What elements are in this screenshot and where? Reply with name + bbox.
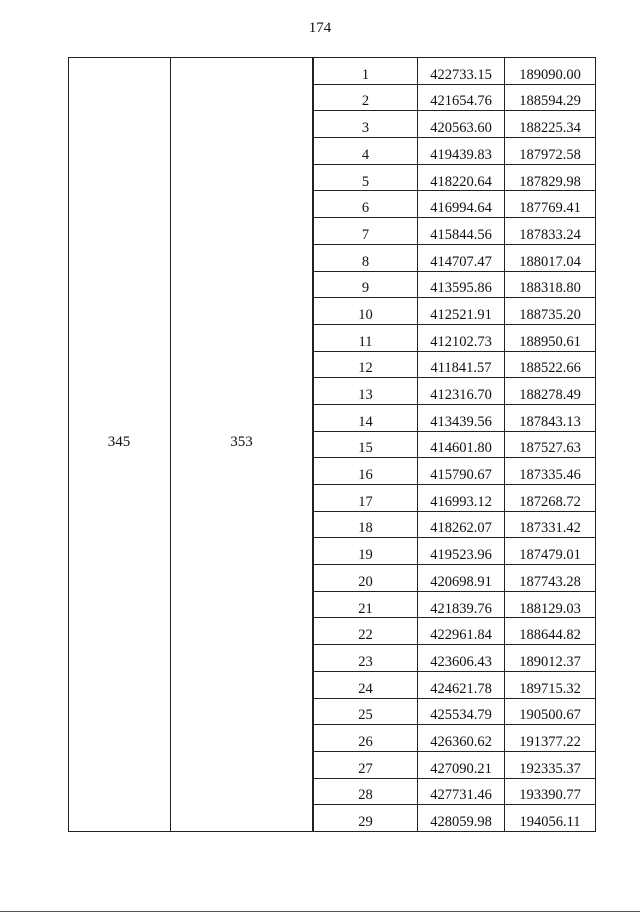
point-number-cell: 20: [314, 565, 418, 592]
point-number-cell: 10: [314, 298, 418, 325]
x-coordinate-cell: 419523.96: [418, 538, 505, 565]
y-coordinate-cell: 188950.61: [505, 324, 596, 351]
x-coordinate-cell: 412521.91: [418, 298, 505, 325]
y-coordinate-cell: 192335.37: [505, 751, 596, 778]
coordinates-table: [313, 57, 596, 832]
y-coordinate-cell: 187335.46: [505, 458, 596, 485]
y-coordinate-cell: 187833.24: [505, 218, 596, 245]
point-number-cell: 18: [314, 511, 418, 538]
y-coordinate-cell: 188522.66: [505, 351, 596, 378]
point-number-cell: 1: [314, 58, 418, 85]
y-coordinate-cell: 191377.22: [505, 725, 596, 752]
x-coordinate-cell: 415790.67: [418, 458, 505, 485]
y-coordinate-cell: 194056.11: [505, 805, 596, 832]
table-row: [314, 698, 596, 725]
point-number-cell: 17: [314, 485, 418, 512]
x-coordinate-cell: 413595.86: [418, 271, 505, 298]
x-coordinate-cell: 428059.98: [418, 805, 505, 832]
point-number-cell: 3: [314, 111, 418, 138]
table-row: [314, 618, 596, 645]
y-coordinate-cell: 187268.72: [505, 485, 596, 512]
y-coordinate-cell: 187972.58: [505, 138, 596, 165]
point-number-cell: 27: [314, 751, 418, 778]
table-row: [314, 458, 596, 485]
point-number-cell: 14: [314, 404, 418, 431]
point-number-cell: 13: [314, 378, 418, 405]
y-coordinate-cell: 188225.34: [505, 111, 596, 138]
y-coordinate-cell: 189090.00: [505, 58, 596, 85]
point-number-cell: 11: [314, 324, 418, 351]
y-coordinate-cell: 187743.28: [505, 565, 596, 592]
table-row: [314, 565, 596, 592]
table-row: [314, 404, 596, 431]
table-row: [314, 58, 596, 85]
x-coordinate-cell: 425534.79: [418, 698, 505, 725]
x-coordinate-cell: 421839.76: [418, 591, 505, 618]
y-coordinate-cell: 187527.63: [505, 431, 596, 458]
y-coordinate-cell: 189012.37: [505, 645, 596, 672]
point-number-cell: 22: [314, 618, 418, 645]
page-bottom-edge: [0, 911, 640, 912]
point-number-cell: 5: [314, 164, 418, 191]
point-number-cell: 24: [314, 671, 418, 698]
x-coordinate-cell: 423606.43: [418, 645, 505, 672]
y-coordinate-cell: 187331.42: [505, 511, 596, 538]
table-row: [314, 538, 596, 565]
y-coordinate-cell: 188318.80: [505, 271, 596, 298]
x-coordinate-cell: 415844.56: [418, 218, 505, 245]
y-coordinate-cell: 187479.01: [505, 538, 596, 565]
y-coordinate-cell: 188594.29: [505, 84, 596, 111]
point-number-cell: 7: [314, 218, 418, 245]
x-coordinate-cell: 426360.62: [418, 725, 505, 752]
point-number-cell: 12: [314, 351, 418, 378]
point-number-cell: 25: [314, 698, 418, 725]
table-row: [314, 298, 596, 325]
point-number-cell: 19: [314, 538, 418, 565]
table-row: [314, 431, 596, 458]
table-row: [314, 511, 596, 538]
table-row: [314, 271, 596, 298]
y-coordinate-cell: 189715.32: [505, 671, 596, 698]
point-number-cell: 21: [314, 591, 418, 618]
coordinates-table-body: [314, 58, 596, 832]
x-coordinate-cell: 418262.07: [418, 511, 505, 538]
table-row: [314, 244, 596, 271]
table-row: [314, 778, 596, 805]
table-row: [314, 671, 596, 698]
x-coordinate-cell: 412102.73: [418, 324, 505, 351]
x-coordinate-cell: 414707.47: [418, 244, 505, 271]
x-coordinate-cell: 421654.76: [418, 84, 505, 111]
x-coordinate-cell: 413439.56: [418, 404, 505, 431]
x-coordinate-cell: 416993.12: [418, 485, 505, 512]
x-coordinate-cell: 420563.60: [418, 111, 505, 138]
x-coordinate-cell: 414601.80: [418, 431, 505, 458]
table-row: [314, 378, 596, 405]
y-coordinate-cell: 187829.98: [505, 164, 596, 191]
x-coordinate-cell: 412316.70: [418, 378, 505, 405]
point-number-cell: 4: [314, 138, 418, 165]
y-coordinate-cell: 188735.20: [505, 298, 596, 325]
x-coordinate-cell: 418220.64: [418, 164, 505, 191]
x-coordinate-cell: 422961.84: [418, 618, 505, 645]
y-coordinate-cell: 187769.41: [505, 191, 596, 218]
page-number: 174: [308, 20, 332, 36]
table-row: [314, 111, 596, 138]
y-coordinate-cell: 193390.77: [505, 778, 596, 805]
x-coordinate-cell: 411841.57: [418, 351, 505, 378]
y-coordinate-cell: 187843.13: [505, 404, 596, 431]
x-coordinate-cell: 424621.78: [418, 671, 505, 698]
table-row: [314, 164, 596, 191]
table-row: [314, 591, 596, 618]
point-number-cell: 29: [314, 805, 418, 832]
table-row: [314, 351, 596, 378]
point-number-cell: 6: [314, 191, 418, 218]
x-coordinate-cell: 422733.15: [418, 58, 505, 85]
table-row: [314, 191, 596, 218]
subgroup-id-cell: 353: [230, 434, 253, 450]
y-coordinate-cell: 188129.03: [505, 591, 596, 618]
table-row: [314, 485, 596, 512]
x-coordinate-cell: 419439.83: [418, 138, 505, 165]
point-number-cell: 8: [314, 244, 418, 271]
group-id-cell: 345: [107, 434, 131, 450]
table-row: [314, 645, 596, 672]
y-coordinate-cell: 190500.67: [505, 698, 596, 725]
table-row: [314, 84, 596, 111]
y-coordinate-cell: 188644.82: [505, 618, 596, 645]
x-coordinate-cell: 427090.21: [418, 751, 505, 778]
point-number-cell: 15: [314, 431, 418, 458]
table-row: [314, 725, 596, 752]
table-row: [314, 218, 596, 245]
table-row: [314, 751, 596, 778]
point-number-cell: 2: [314, 84, 418, 111]
x-coordinate-cell: 420698.91: [418, 565, 505, 592]
point-number-cell: 16: [314, 458, 418, 485]
point-number-cell: 26: [314, 725, 418, 752]
point-number-cell: 23: [314, 645, 418, 672]
point-number-cell: 9: [314, 271, 418, 298]
y-coordinate-cell: 188017.04: [505, 244, 596, 271]
x-coordinate-cell: 416994.64: [418, 191, 505, 218]
table-row: [314, 805, 596, 832]
point-number-cell: 28: [314, 778, 418, 805]
y-coordinate-cell: 188278.49: [505, 378, 596, 405]
table-row: [314, 138, 596, 165]
table-row: [314, 324, 596, 351]
x-coordinate-cell: 427731.46: [418, 778, 505, 805]
